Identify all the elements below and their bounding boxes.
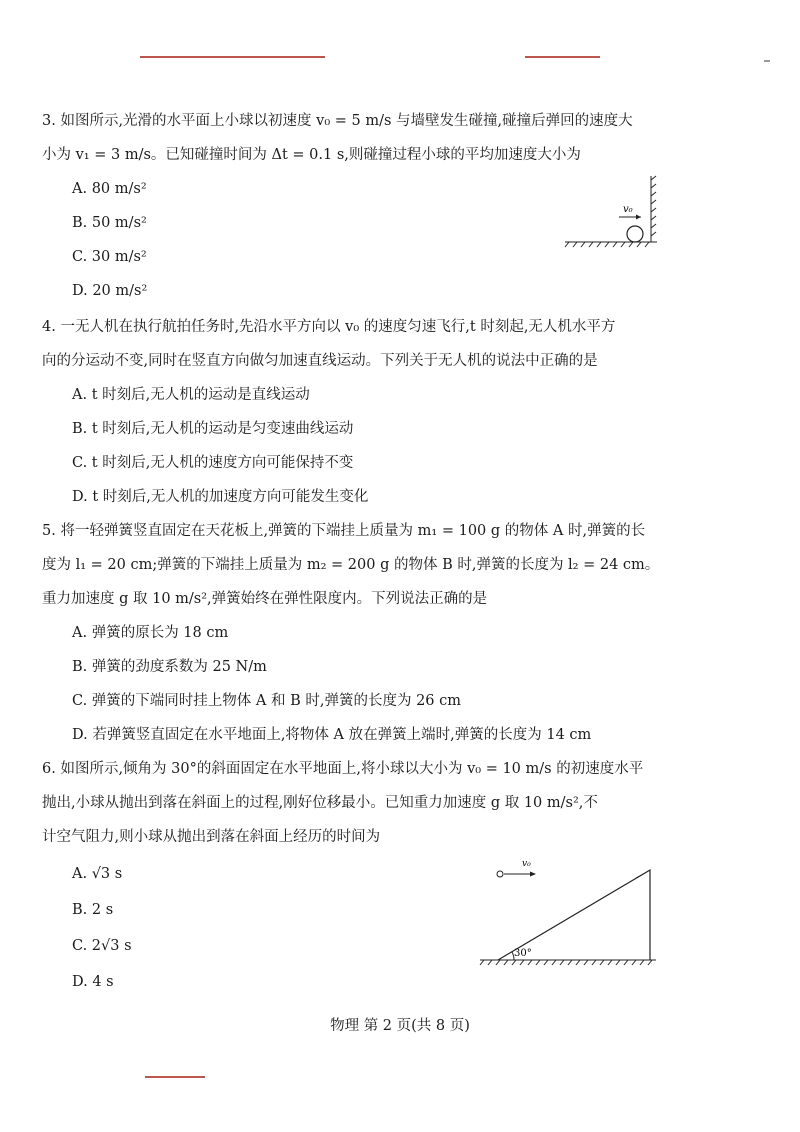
top-red-line-left xyxy=(140,56,325,58)
question-6-stem-line-3: 计空气阻力,则小球从抛出到落在斜面上经历的时间为 xyxy=(42,829,381,845)
question-5-option-d: D. 若弹簧竖直固定在水平地面上,将物体 A 放在弹簧上端时,弹簧的长度为 14 cm xyxy=(72,727,592,743)
velocity-label: v₀ xyxy=(623,204,633,215)
question-6-option-c: C. 2√3 s xyxy=(72,938,132,954)
question-5-stem-line-1: 5. 将一轻弹簧竖直固定在天花板上,弹簧的下端挂上质量为 m₁ = 100 g 的物体 A 时,弹簧的长 xyxy=(42,523,646,539)
question-4-option-d: D. t 时刻后,无人机的加速度方向可能发生变化 xyxy=(72,489,369,505)
page-footer: 物理 第 2 页(共 8 页) xyxy=(330,1018,470,1034)
angle-label: 30° xyxy=(514,948,532,959)
velocity-label: v₀ xyxy=(522,859,531,869)
question-5-stem-line-2: 度为 l₁ = 20 cm;弹簧的下端挂上质量为 m₂ = 200 g 的物体 B 时,弹簧的长度为 l₂ = 24 cm。 xyxy=(42,557,660,573)
question-4-option-c: C. t 时刻后,无人机的速度方向可能保持不变 xyxy=(72,455,354,471)
velocity-arrowhead xyxy=(636,215,641,220)
question-4-stem-line-1: 4. 一无人机在执行航拍任务时,先沿水平方向以 v₀ 的速度匀速飞行,t 时刻起,无人机水平方 xyxy=(42,319,616,335)
top-red-line-right xyxy=(525,56,600,58)
wall-hatch xyxy=(651,176,656,242)
question-5-stem-line-3: 重力加速度 g 取 10 m/s²,弹簧始终在弹性限度内。下列说法正确的是 xyxy=(42,591,488,607)
question-3-stem-line-2: 小为 v₁ = 3 m/s。已知碰撞时间为 Δt = 0.1 s,则碰撞过程小球的平均加速度大小为 xyxy=(42,147,581,163)
question-4-stem-line-2: 向的分运动不变,同时在竖直方向做匀加速直线运动。下列关于无人机的说法中正确的是 xyxy=(42,353,598,369)
question-3-figure xyxy=(555,172,665,252)
question-3-stem-line-1: 3. 如图所示,光滑的水平面上小球以初速度 v₀ = 5 m/s 与墙壁发生碰撞,碰撞后弹回的速度大 xyxy=(42,113,633,129)
question-4-option-a: A. t 时刻后,无人机的运动是直线运动 xyxy=(72,387,310,403)
question-3-option-b: B. 50 m/s² xyxy=(72,215,147,231)
question-3-option-a: A. 80 m/s² xyxy=(72,181,147,197)
question-6-options xyxy=(42,856,342,1000)
question-6-stem-line-2: 抛出,小球从抛出到落在斜面上的过程,刚好位移最小。已知重力加速度 g 取 10 m/s²,不 xyxy=(42,795,598,811)
velocity-arrowhead xyxy=(530,872,536,877)
ball xyxy=(497,871,503,877)
question-4-option-b: B. t 时刻后,无人机的运动是匀变速曲线运动 xyxy=(72,421,354,437)
corner-mark xyxy=(764,60,770,62)
question-5-option-a: A. 弹簧的原长为 18 cm xyxy=(72,625,229,641)
question-5-option-c: C. 弹簧的下端同时挂上物体 A 和 B 时,弹簧的长度为 26 cm xyxy=(72,693,462,709)
ground-hatch xyxy=(565,242,657,247)
question-3-option-d: D. 20 m/s² xyxy=(72,283,148,299)
question-6-stem-line-1: 6. 如图所示,倾角为 30°的斜面固定在水平地面上,将小球以大小为 v₀ = 10 m/s 的初速度水平 xyxy=(42,761,644,777)
question-5-option-b: B. 弹簧的劲度系数为 25 N/m xyxy=(72,659,267,675)
incline xyxy=(498,870,650,960)
question-6-option-b: B. 2 s xyxy=(72,902,114,918)
ball xyxy=(627,226,643,242)
question-3-option-c: C. 30 m/s² xyxy=(72,249,147,265)
question-4 xyxy=(42,310,692,514)
question-5 xyxy=(42,514,702,752)
question-6-option-a: A. √3 s xyxy=(72,866,123,882)
question-6 xyxy=(42,752,702,854)
ground-hatch xyxy=(480,960,656,965)
bottom-red-line xyxy=(145,1076,205,1078)
question-6-option-d: D. 4 s xyxy=(72,974,114,990)
question-6-figure xyxy=(470,848,670,973)
